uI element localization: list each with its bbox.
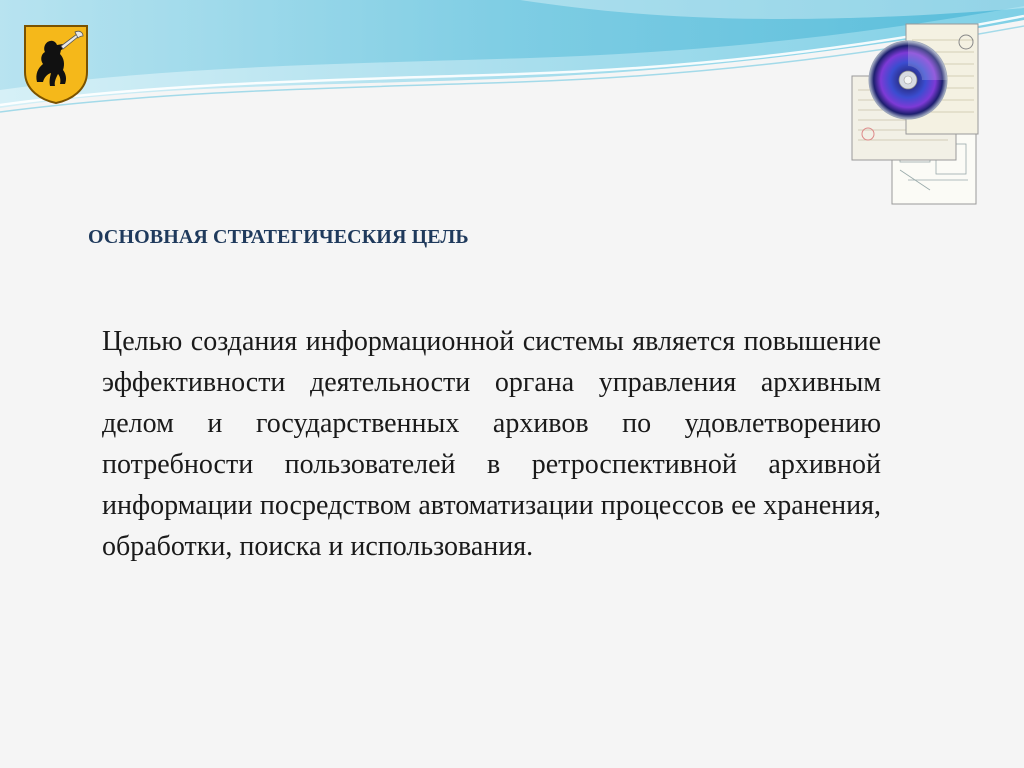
yaroslavl-coat-of-arms-icon [23, 24, 89, 104]
slide-body-text: Целью создания информационной системы является повышение эффективности деятельности органа управления архивным делом и государственных архивов по удовлетворению потребности пользователей в ретроспективной архивной информации посредством автоматизации процессов ее хранения, обработки, поиска и использования. [102, 326, 881, 562]
cd-and-documents-icon [848, 20, 980, 206]
slide-title: ОСНОВНАЯ СТРАТЕГИЧЕСКИЯ ЦЕЛЬ [88, 226, 469, 248]
